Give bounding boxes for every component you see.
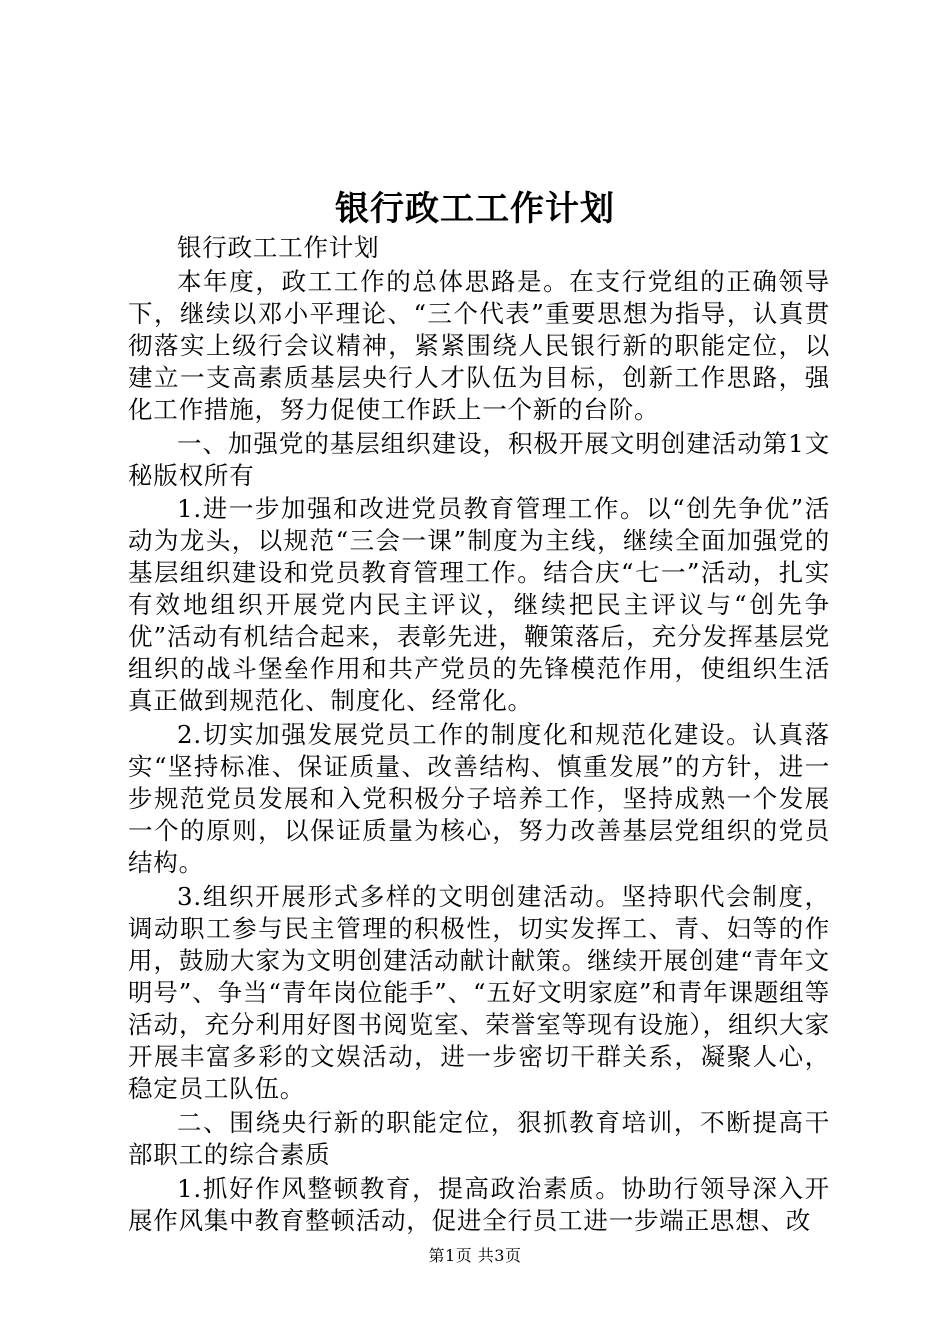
paragraph-overview: 本年度，政工工作的总体思路是。在支行党组的正确领导下，继续以邓小平理论、“三个代表”重要思想为指导，认真贯彻落实上级行会议精神，紧紧围绕人民银行新的职能定位，以建立一支高素质基层央行人才队伍为目标，创新工作思路，强化工作措施，努力促使工作跃上一个新的台阶。	[128, 266, 830, 424]
section-heading-2: 二、围绕央行新的职能定位，狠抓教育培训，不断提高干部职工的综合素质	[128, 1107, 830, 1169]
paragraph-item-1-3: 3.组织开展形式多样的文明创建活动。坚持职代会制度，调动职工参与民主管理的积极性，切实发挥工、青、妇等的作用，鼓励大家为文明创建活动献计献策。继续开展创建“青年文明号”、争当“青年岗位能手”、“五好文明家庭”和青年课题组等活动，充分利用好图书阅览室、荣誉室等现有设施），组织大家开展丰富多彩的文娱活动，进一步密切干群关系，凝聚人心，稳定员工队伍。	[128, 881, 830, 1103]
section-heading-1: 一、加强党的基层组织建设，积极开展文明创建活动第1文秘版权所有	[128, 428, 830, 490]
paragraph-item-1-1: 1.进一步加强和改进党员教育管理工作。以“创先争优”活动为龙头，以规范“三会一课”制度为主线，继续全面加强党的基层组织建设和党员教育管理工作。结合庆“七一”活动，扎实有效地组织开展党内民主评议，继续把民主评议与“创先争优”活动有机结合起来，表彰先进，鞭策落后，充分发挥基层党组织的战斗堡垒作用和共产党员的先锋模范作用，使组织生活真正做到规范化、制度化、经常化。	[128, 494, 831, 716]
paragraph-subtitle: 银行政工工作计划	[177, 233, 380, 262]
page-footer: 第1页 共3页	[428, 1246, 522, 1265]
paragraph-item-2-1: 1.抓好作风整顿教育，提高政治素质。协助行领导深入开展作风集中教育整顿活动，促进全行员工进一步端正思想、改	[128, 1173, 830, 1235]
document-body	[128, 232, 830, 1238]
document-title: 银行政工工作计划	[335, 189, 615, 229]
paragraph-item-1-2: 2.切实加强发展党员工作的制度化和规范化建设。认真落实“坚持标准、保证质量、改善结构、慎重发展”的方针，进一步规范党员发展和入党积极分子培养工作，坚持成熟一个发展一个的原则，以保证质量为核心，努力改善基层党组织的党员结构。	[128, 720, 830, 878]
